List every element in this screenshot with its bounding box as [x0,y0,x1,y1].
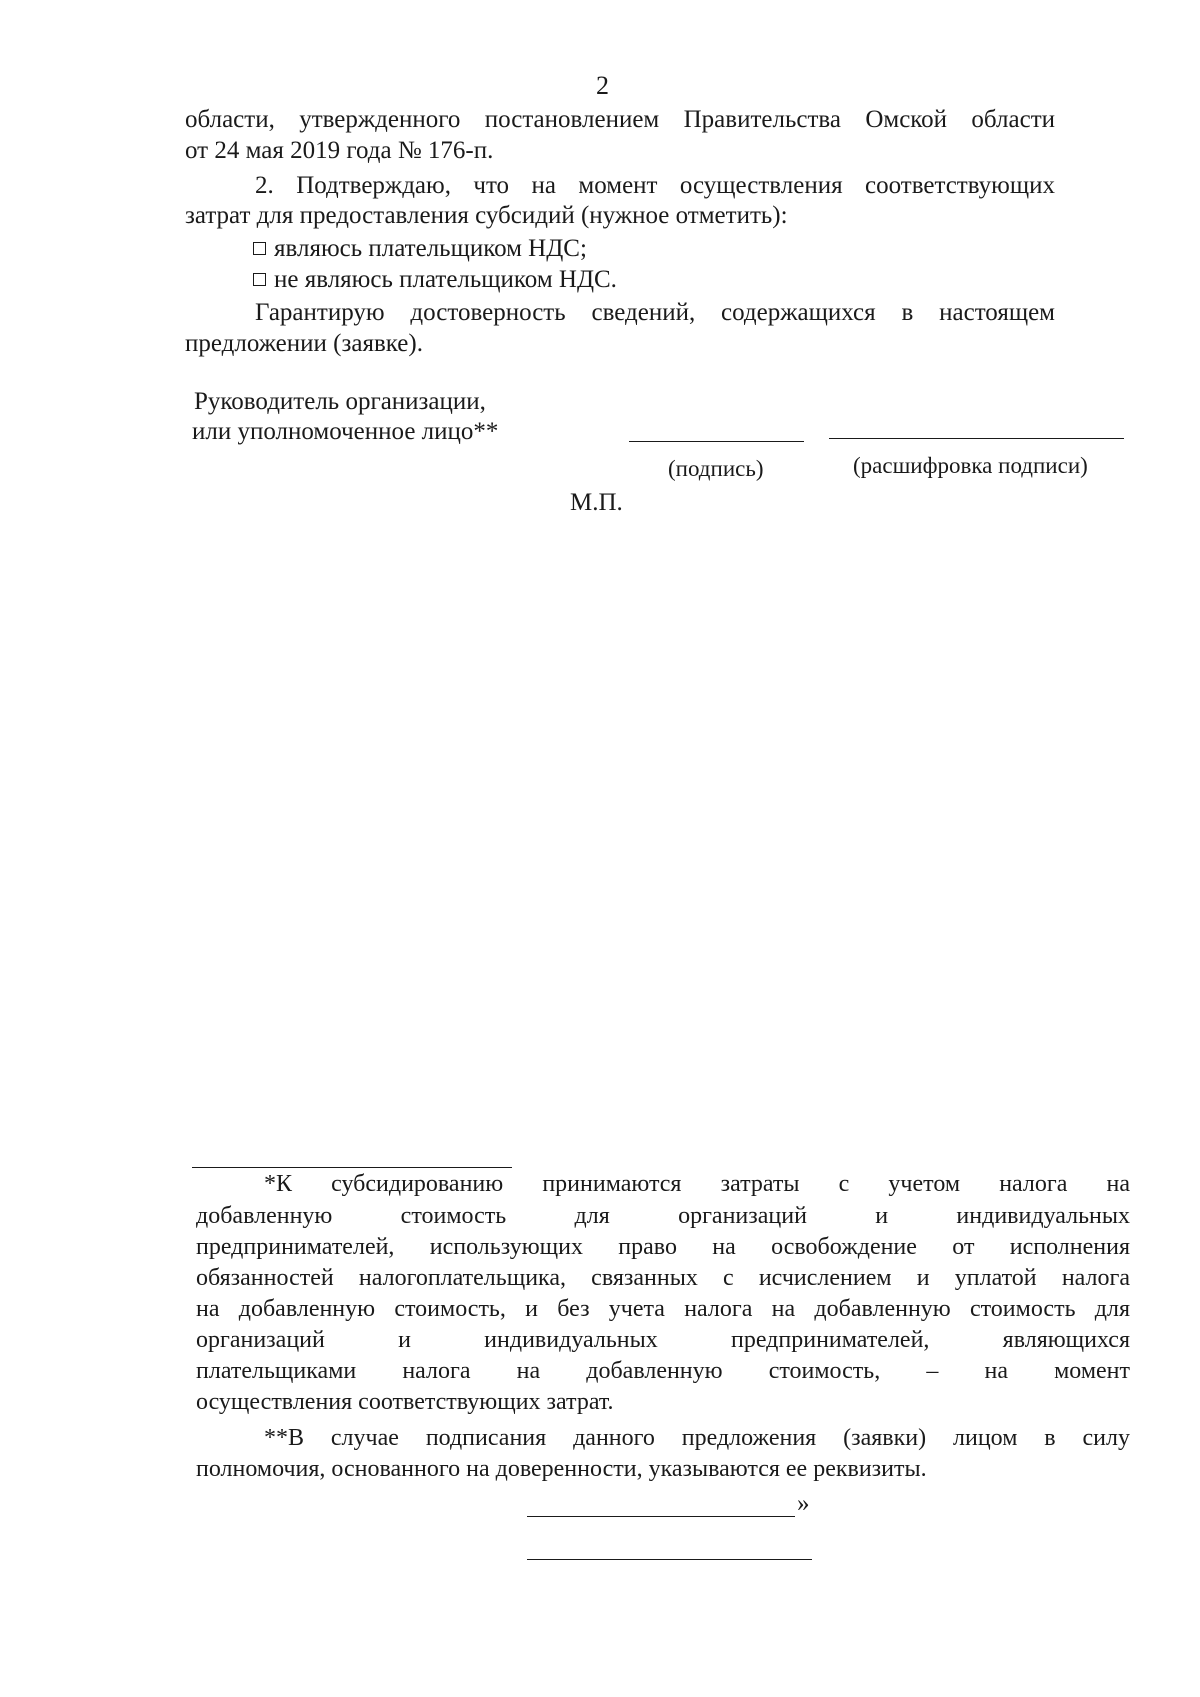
footnote-1-line-5: на добавленную стоимость, и без учета налога на добавленную стоимость для [196,1296,1130,1322]
footnote-1-line-2: добавленную стоимость для организаций и индивидуальных [196,1203,1130,1229]
footnote-2-line-2: полномочия, основанного на доверенности, указываются ее реквизиты. [196,1456,927,1482]
signature-decoding-caption: (расшифровка подписи) [853,453,1088,478]
signatory-role-line-1: Руководитель организации, [194,388,486,415]
closing-line-2 [527,1559,812,1560]
signature-line [629,441,804,442]
paragraph-3-line-1: Гарантирую достоверность сведений, содержащихся в настоящем [255,299,1055,326]
option-not-vat-payer-label: не являюсь плательщиком НДС. [274,266,617,293]
checkbox-icon[interactable] [253,273,266,286]
footnote-2-line-1: **В случае подписания данного предложения (заявки) лицом в силу [264,1425,1130,1451]
closing-line-1 [527,1516,795,1517]
paragraph-3-line-2: предложении (заявке). [185,330,423,357]
option-not-vat-payer[interactable] [253,264,617,295]
option-vat-payer-label: являюсь плательщиком НДС; [274,235,587,262]
page-number: 2 [596,71,609,100]
signature-caption: (подпись) [668,456,764,481]
signature-decoding-line [829,438,1124,439]
checkbox-icon[interactable] [253,242,266,255]
footnote-1-line-7: плательщиками налога на добавленную стоимость, – на момент [196,1358,1130,1384]
signatory-role-line-2: или уполномоченное лицо** [192,418,499,445]
footnote-1-line-1: *К субсидированию принимаются затраты с учетом налога на [264,1171,1130,1197]
footnote-1-line-6: организаций и индивидуальных предпринимателей, являющихся [196,1327,1130,1353]
footnote-separator [192,1167,512,1168]
footnote-1-line-4: обязанностей налогоплательщика, связанных с исчислением и уплатой налога [196,1265,1130,1291]
footnote-1-line-3: предпринимателей, использующих право на освобождение от исполнения [196,1234,1130,1260]
paragraph-1-line-1: области, утвержденного постановлением Правительства Омской области [185,106,1055,133]
paragraph-2-line-1: 2. Подтверждаю, что на момент осуществления соответствующих [255,172,1055,199]
seal-label: М.П. [570,489,623,516]
paragraph-2-line-2: затрат для предоставления субсидий (нужное отметить): [185,202,788,229]
option-vat-payer[interactable] [253,233,587,264]
footnote-1-line-8: осуществления соответствующих затрат. [196,1389,614,1415]
closing-quote: » [797,1490,810,1517]
paragraph-1-line-2: от 24 мая 2019 года № 176-п. [185,137,494,164]
